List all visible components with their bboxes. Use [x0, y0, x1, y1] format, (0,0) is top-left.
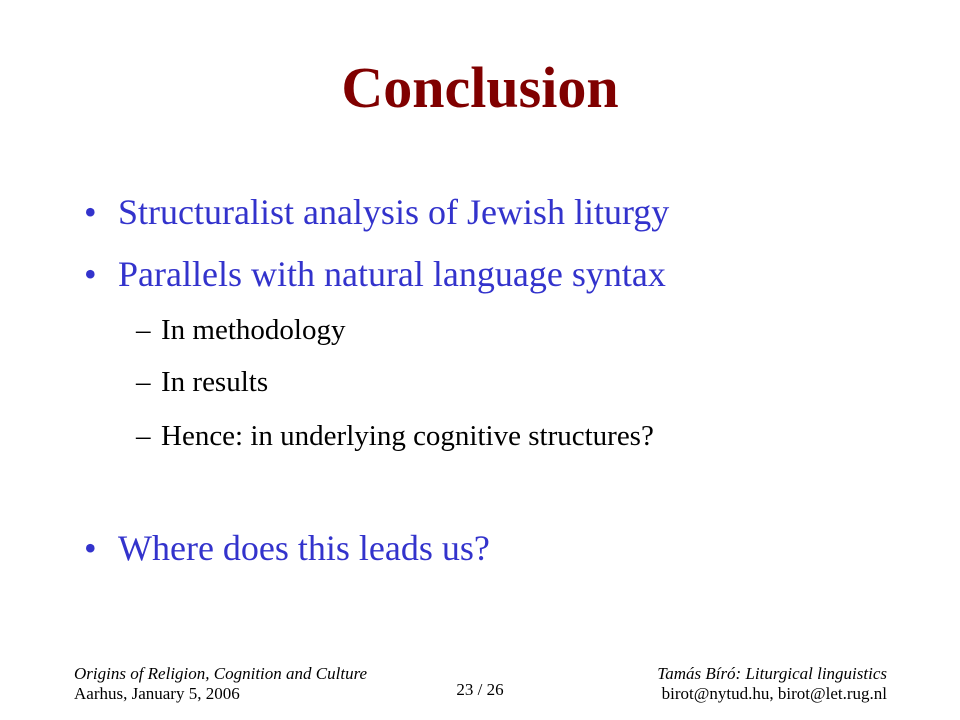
bullet-text: Structuralist analysis of Jewish liturgy	[118, 192, 670, 232]
bullet-marker: •	[84, 192, 97, 232]
subbullet-marker: –	[136, 366, 151, 398]
bullet-text: Where does this leads us?	[118, 528, 490, 568]
bullet-text: Parallels with natural language syntax	[118, 254, 666, 294]
author-emails: birot@nytud.hu, birot@let.rug.nl	[661, 684, 887, 703]
author-talk: Tamás Bíró: Liturgical linguistics	[657, 664, 887, 683]
subbullet-text: Hence: in underlying cognitive structures?	[161, 420, 654, 452]
bullet-marker: •	[84, 254, 97, 294]
subbullet-marker: –	[136, 314, 151, 346]
subbullet-marker: –	[136, 420, 151, 452]
bullet-item	[84, 526, 490, 570]
slide-title: Conclusion	[341, 55, 619, 120]
bullet-item	[84, 190, 669, 234]
bullet-marker: •	[84, 528, 97, 568]
page-number: 23 / 26	[456, 680, 504, 699]
subbullet-item	[136, 364, 268, 400]
subbullet-item	[136, 312, 345, 348]
conference-date: Aarhus, January 5, 2006	[74, 684, 240, 703]
subbullet-item	[136, 418, 654, 454]
conference-name: Origins of Religion, Cognition and Culture	[74, 664, 368, 683]
subbullet-text: In results	[161, 366, 269, 398]
footer-right	[657, 664, 887, 704]
bullet-item	[84, 252, 666, 296]
subbullet-text: In methodology	[161, 314, 346, 346]
